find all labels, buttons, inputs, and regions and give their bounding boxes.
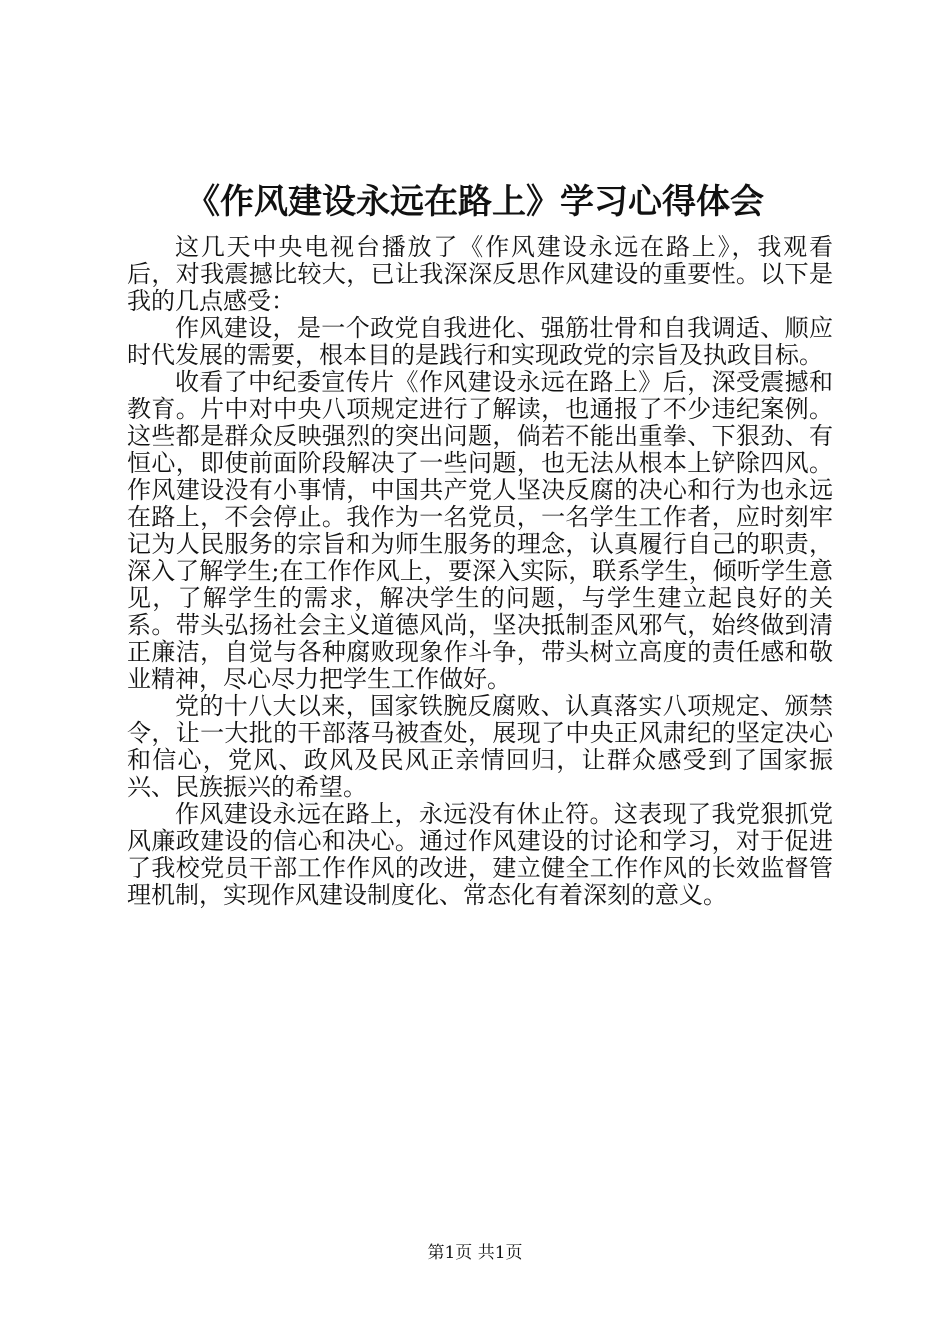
paragraph-1: 这几天中央电视台播放了《作风建设永远在路上》，我观看后，对我震撼比较大，已让我深深反思作风建设的重要性。以下是我的几点感受： bbox=[127, 233, 833, 315]
paragraph-4: 党的十八大以来，国家铁腕反腐败、认真落实八项规定、颁禁令，让一大批的干部落马被查处，展现了中央正风肃纪的坚定决心和信心，党风、政风及民风正亲情回归，让群众感受到了国家振兴、民族振兴的希望。 bbox=[127, 692, 833, 801]
document-title: 《作风建设永远在路上》学习心得体会 bbox=[186, 182, 764, 222]
paragraph-5: 作风建设永远在路上，永远没有休止符。这表现了我党狠抓党风廉政建设的信心和决心。通过作风建设的讨论和学习，对于促进了我校党员干部工作作风的改进，建立健全工作作风的长效监督管理机制，实现作风建设制度化、常态化有着深刻的意义。 bbox=[127, 800, 833, 909]
document-body bbox=[127, 234, 833, 909]
paragraph-3: 收看了中纪委宣传片《作风建设永远在路上》后，深受震撼和教育。片中对中央八项规定进行了解读，也通报了不少违纪案例。这些都是群众反映强烈的突出问题，倘若不能出重拳、下狠劲、有恒心，即使前面阶段解决了一些问题，也无法从根本上铲除四风。作风建设没有小事情，中国共产党人坚决反腐的决心和行为也永远在路上，不会停止。我作为一名党员，一名学生工作者，应时刻牢记为人民服务的宗旨和为师生服务的理念，认真履行自己的职责，深入了解学生;在工作作风上，要深入实际，联系学生，倾听学生意见，了解学生的需求，解决学生的问题，与学生建立起良好的关系。带头弘扬社会主义道德风尚，坚决抵制歪风邪气，始终做到清正廉洁，自觉与各种腐败现象作斗争，带头树立高度的责任感和敬业精神，尽心尽力把学生工作做好。 bbox=[127, 368, 833, 693]
paragraph-2: 作风建设，是一个政党自我进化、强筋壮骨和自我调适、顺应时代发展的需要，根本目的是践行和实现政党的宗旨及执政目标。 bbox=[127, 314, 833, 369]
page-number-footer: 第1页 共1页 bbox=[427, 1243, 523, 1263]
